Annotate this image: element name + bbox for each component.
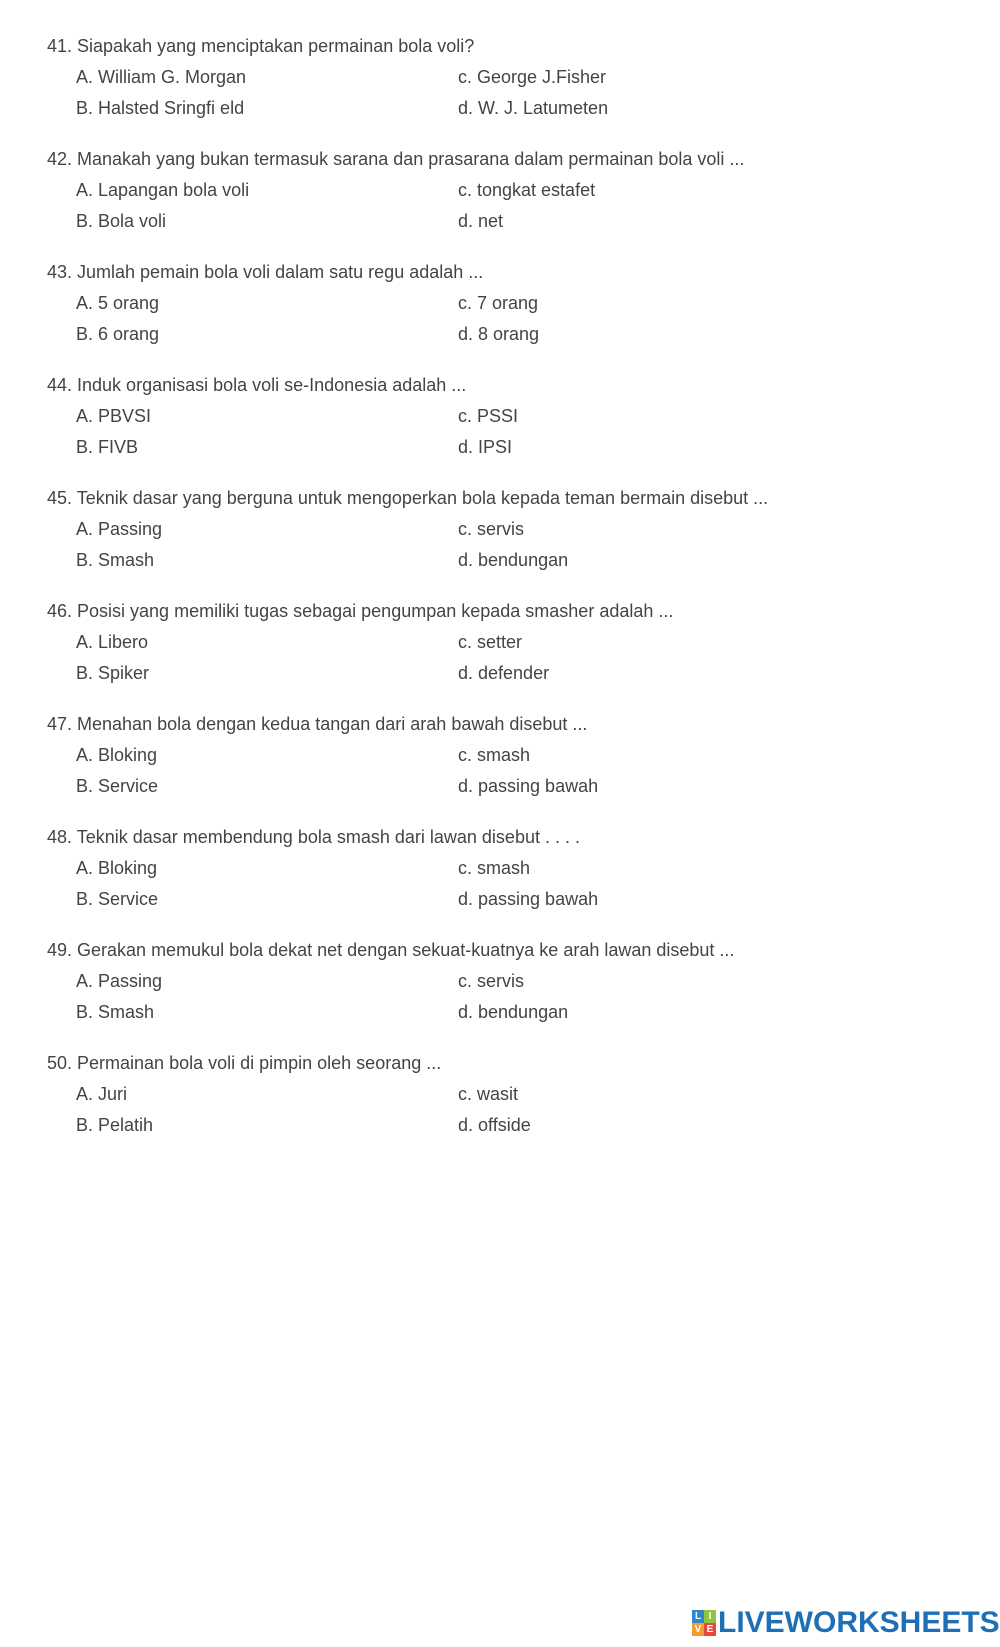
question-47 bbox=[0, 713, 1000, 813]
option-b[interactable]: B. Smash bbox=[76, 550, 155, 570]
option-a[interactable]: A. William G. Morgan bbox=[76, 67, 247, 87]
liveworksheets-logo-icon bbox=[692, 1610, 716, 1636]
option-d[interactable]: d. 8 orang bbox=[458, 324, 540, 344]
option-b[interactable]: B. Pelatih bbox=[76, 1115, 154, 1135]
question-42 bbox=[0, 148, 1000, 248]
option-b[interactable]: B. Service bbox=[76, 889, 159, 909]
logo-letter: V bbox=[692, 1623, 704, 1636]
option-d[interactable]: d. passing bawah bbox=[458, 889, 599, 909]
question-text: 45. Teknik dasar yang berguna untuk mengoperkan bola kepada teman bermain disebut ... bbox=[47, 488, 769, 508]
question-41 bbox=[0, 35, 1000, 135]
option-d[interactable]: d. passing bawah bbox=[458, 776, 599, 796]
question-44 bbox=[0, 374, 1000, 474]
option-c[interactable]: c. George J.Fisher bbox=[458, 67, 607, 87]
option-a[interactable]: A. 5 orang bbox=[76, 293, 160, 313]
option-b[interactable]: B. Service bbox=[76, 776, 159, 796]
option-a[interactable]: A. Passing bbox=[76, 971, 163, 991]
option-a[interactable]: A. Bloking bbox=[76, 745, 158, 765]
option-a[interactable]: A. Juri bbox=[76, 1084, 128, 1104]
option-c[interactable]: c. setter bbox=[458, 632, 523, 652]
option-a[interactable]: A. PBVSI bbox=[76, 406, 152, 426]
option-b[interactable]: B. Smash bbox=[76, 1002, 155, 1022]
question-text: 43. Jumlah pemain bola voli dalam satu regu adalah ... bbox=[47, 262, 484, 282]
logo-letter: E bbox=[704, 1623, 716, 1636]
logo-text: LIVEWORKSHEETS bbox=[718, 1606, 1000, 1639]
option-d[interactable]: d. IPSI bbox=[458, 437, 513, 457]
option-d[interactable]: d. offside bbox=[458, 1115, 531, 1135]
option-b[interactable]: B. Bola voli bbox=[76, 211, 167, 231]
question-50 bbox=[0, 1052, 1000, 1152]
question-text: 49. Gerakan memukul bola dekat net dengan sekuat-kuatnya ke arah lawan disebut ... bbox=[47, 940, 735, 960]
option-c[interactable]: c. servis bbox=[458, 519, 525, 539]
option-c[interactable]: c. tongkat estafet bbox=[458, 180, 596, 200]
question-text: 44. Induk organisasi bola voli se-Indonesia adalah ... bbox=[47, 375, 467, 395]
question-48 bbox=[0, 826, 1000, 926]
question-46 bbox=[0, 600, 1000, 700]
option-c[interactable]: c. PSSI bbox=[458, 406, 519, 426]
option-a[interactable]: A. Lapangan bola voli bbox=[76, 180, 250, 200]
option-a[interactable]: A. Bloking bbox=[76, 858, 158, 878]
question-text: 48. Teknik dasar membendung bola smash dari lawan disebut . . . . bbox=[47, 827, 580, 847]
option-d[interactable]: d. net bbox=[458, 211, 504, 231]
option-d[interactable]: d. W. J. Latumeten bbox=[458, 98, 609, 118]
option-d[interactable]: d. bendungan bbox=[458, 550, 569, 570]
option-c[interactable]: c. smash bbox=[458, 858, 531, 878]
option-b[interactable]: B. 6 orang bbox=[76, 324, 160, 344]
logo-letter: L bbox=[692, 1610, 704, 1623]
option-b[interactable]: B. Halsted Sringfi eld bbox=[76, 98, 245, 118]
option-c[interactable]: c. servis bbox=[458, 971, 525, 991]
option-a[interactable]: A. Libero bbox=[76, 632, 149, 652]
option-d[interactable]: d. bendungan bbox=[458, 1002, 569, 1022]
question-45 bbox=[0, 487, 1000, 587]
question-43 bbox=[0, 261, 1000, 361]
question-text: 41. Siapakah yang menciptakan permainan bola voli? bbox=[47, 36, 475, 56]
question-text: 46. Posisi yang memiliki tugas sebagai pengumpan kepada smasher adalah ... bbox=[47, 601, 674, 621]
option-c[interactable]: c. smash bbox=[458, 745, 531, 765]
question-49 bbox=[0, 939, 1000, 1039]
liveworksheets-logo[interactable] bbox=[692, 1606, 1000, 1640]
logo-letter: I bbox=[704, 1610, 716, 1623]
question-text: 47. Menahan bola dengan kedua tangan dari arah bawah disebut ... bbox=[47, 714, 588, 734]
option-c[interactable]: c. wasit bbox=[458, 1084, 519, 1104]
option-b[interactable]: B. FIVB bbox=[76, 437, 139, 457]
option-a[interactable]: A. Passing bbox=[76, 519, 163, 539]
question-text: 50. Permainan bola voli di pimpin oleh seorang ... bbox=[47, 1053, 442, 1073]
option-d[interactable]: d. defender bbox=[458, 663, 550, 683]
question-text: 42. Manakah yang bukan termasuk sarana dan prasarana dalam permainan bola voli ... bbox=[47, 149, 745, 169]
option-c[interactable]: c. 7 orang bbox=[458, 293, 539, 313]
option-b[interactable]: B. Spiker bbox=[76, 663, 150, 683]
